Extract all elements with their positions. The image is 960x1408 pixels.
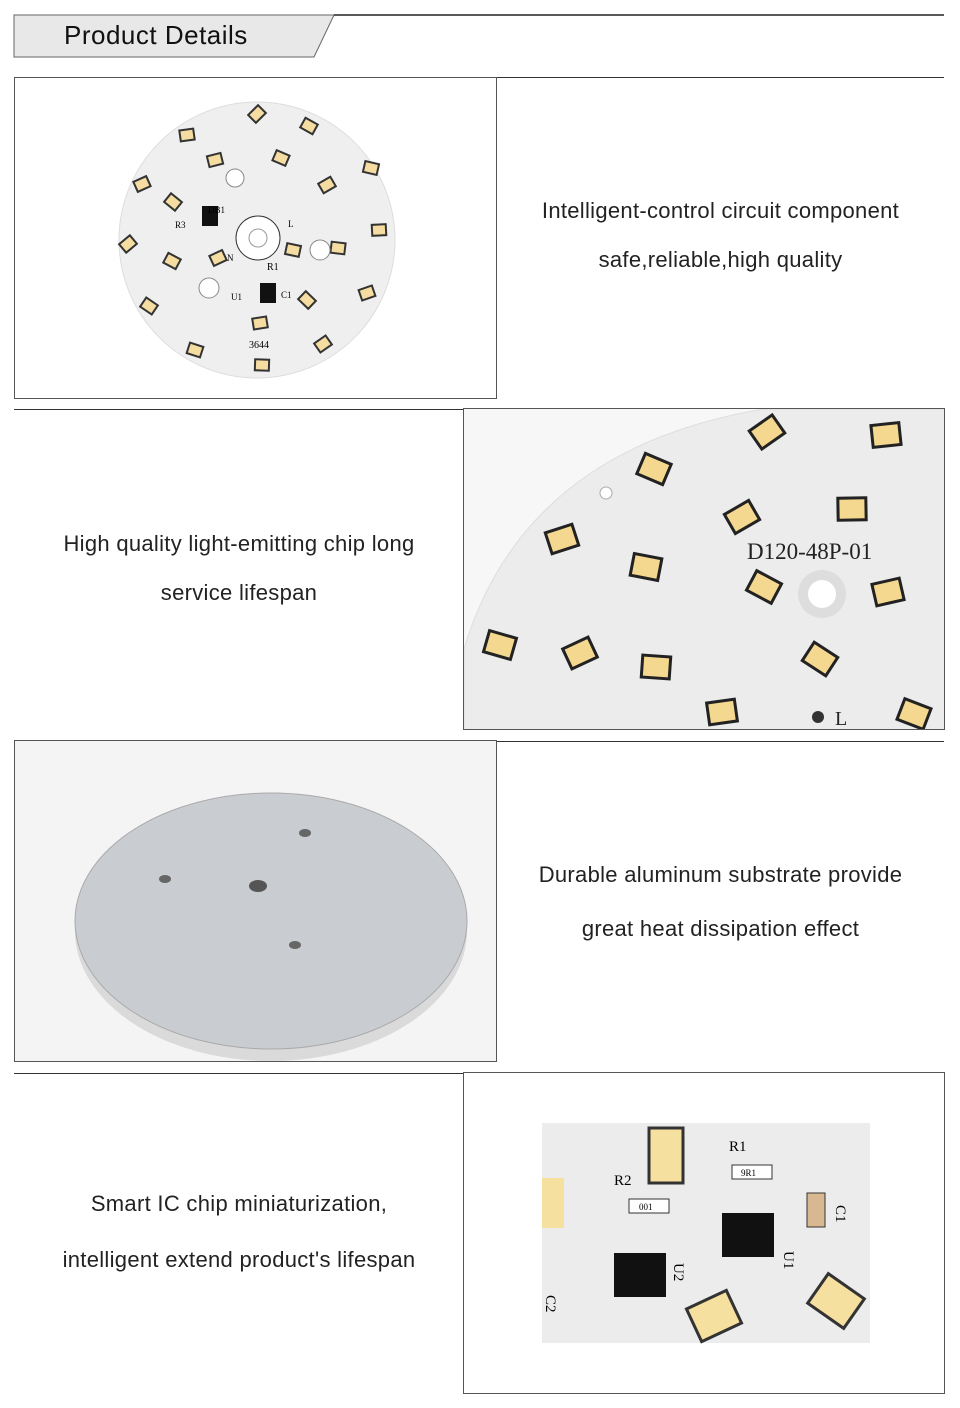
pcb-label: DB1: [208, 205, 226, 215]
pcb-label: L: [288, 219, 294, 229]
pcb-label: 001: [639, 1202, 653, 1212]
pcb-label: U1: [780, 1251, 796, 1270]
desc-line: Smart IC chip miniaturization,: [90, 1191, 388, 1216]
led-chip: [330, 242, 345, 255]
photo-led-chips: [463, 408, 945, 730]
led-chip: [363, 161, 379, 175]
photo-ic-chips: [463, 1072, 945, 1394]
photo-pcb-board: [14, 77, 497, 399]
led-chip: [207, 153, 223, 167]
pcb-label: R1: [729, 1139, 747, 1155]
section-4-description: [14, 1176, 464, 1288]
desc-line: Durable aluminum substrate provide: [538, 862, 903, 887]
led-chip: [641, 655, 670, 679]
led-chip: [252, 316, 268, 329]
pcb-label: C2: [542, 1295, 558, 1313]
divider: [14, 1073, 464, 1074]
section-3-description: [497, 848, 944, 956]
led-chip: [872, 578, 904, 606]
pcb-label: 3644: [249, 340, 269, 351]
pcb-label: U1: [231, 292, 242, 302]
pcb-label: L: [835, 708, 848, 730]
desc-line: great heat dissipation effect: [581, 916, 860, 941]
led-chip: [372, 224, 387, 236]
section-1-description: [497, 186, 944, 284]
desc-line: Intelligent-control circuit component: [541, 198, 900, 223]
pcb-label: C1: [832, 1205, 848, 1223]
led-chip: [179, 129, 194, 142]
led-chip: [838, 498, 866, 520]
pcb-label: D120-48P-01: [747, 539, 873, 564]
led-chip: [871, 423, 901, 448]
pcb-label: R1: [267, 262, 279, 273]
desc-line: service lifespan: [160, 580, 318, 605]
desc-line: intelligent extend product's lifespan: [62, 1247, 416, 1272]
pcb-label: R2: [614, 1173, 632, 1189]
divider: [14, 409, 464, 410]
photo-aluminum-substrate: [14, 740, 497, 1062]
section-2-description: [14, 519, 464, 617]
pcb-label: N: [227, 253, 234, 263]
page-title: Product Details: [64, 20, 248, 50]
pcb-label: U2: [670, 1263, 686, 1282]
led-chip: [707, 699, 738, 725]
led-chip: [255, 359, 269, 370]
pcb-label: 9R1: [741, 1168, 757, 1178]
pcb-label: C1: [281, 290, 292, 300]
desc-line: safe,reliable,high quality: [598, 247, 843, 272]
led-chip: [630, 554, 662, 581]
desc-line: High quality light-emitting chip long: [63, 531, 415, 556]
divider: [496, 77, 944, 78]
led-chip: [285, 243, 301, 257]
divider: [496, 741, 944, 742]
pcb-label: R3: [175, 220, 186, 230]
